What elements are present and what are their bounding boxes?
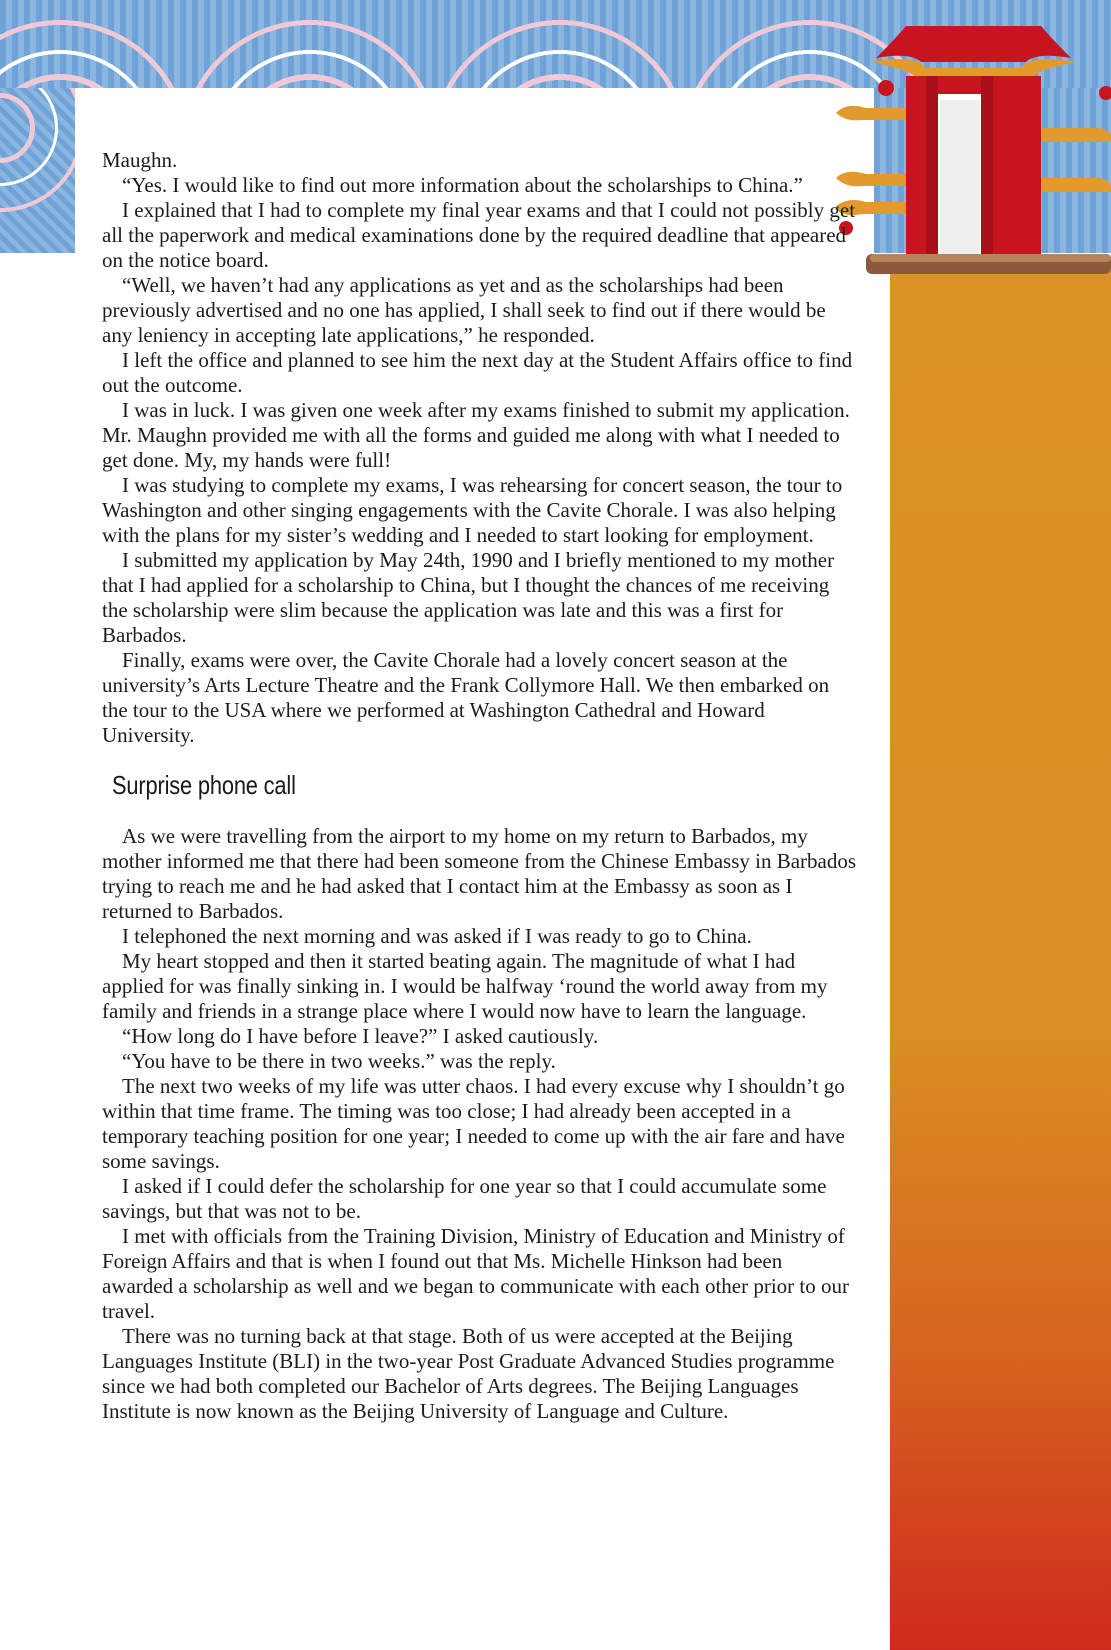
article-paragraph: I asked if I could defer the scholarship for one year so that I could accumulate some savings, but that was not to be. <box>102 1174 827 1223</box>
article-paragraph: I left the office and planned to see him the next day at the Student Affairs office to find out the outcome. <box>102 348 853 397</box>
article-paragraph: The next two weeks of my life was utter chaos. I had every excuse why I shouldn’t go within that time frame. The timing was too close; I had already been accepted in a temporary teaching position for one year; I needed to come up with the air fare and have some savings. <box>102 1074 845 1173</box>
article-paragraph: As we were travelling from the airport to my home on my return to Barbados, my mother informed me that there had been someone from the Chinese Embassy in Barbados trying to reach me and he had asked that I contact him at the Embassy as soon as I returned to Barbados. <box>102 824 857 923</box>
article-paragraph: I submitted my application by May 24th, 1990 and I briefly mentioned to my mother that I had applied for a scholarship to China, but I thought the chances of me receiving the scholarship were slim because the application was late and this was a first for Barbados. <box>102 548 835 647</box>
article-paragraph: “You have to be there in two weeks.” was the reply. <box>122 1049 556 1073</box>
article-paragraph: “How long do I have before I leave?” I asked cautiously. <box>122 1024 599 1048</box>
article-paragraph: There was no turning back at that stage. Both of us were accepted at the Beijing Languages Institute (BLI) in the two-year Post Graduate Advanced Studies programme since we had both completed our Bachelor of Arts degrees. The Beijing Languages Institute is now known as the Beijing University of Language and Culture. <box>102 1324 835 1423</box>
pagoda-illustration <box>836 18 1111 276</box>
article-paragraph: My heart stopped and then it started beating again. The magnitude of what I had applied for was finally sinking in. I would be halfway ‘round the world away from my family and friends in a strange place where I would now have to learn the language. <box>102 949 828 1023</box>
article-paragraph: I explained that I had to complete my final year exams and that I could not possibly get all the paperwork and medical examinations done by the required deadline that appeared on the notice board. <box>102 198 856 272</box>
article-paragraph: Maughn. <box>102 148 178 172</box>
article-paragraph: I was studying to complete my exams, I was rehearsing for concert season, the tour to Washington and other singing engagements with the Cavite Chorale. I was also helping with the plans for my sister’s wedding and I needed to start looking for employment. <box>102 473 843 547</box>
decorative-gradient-column <box>890 270 1111 1650</box>
decorative-pattern-left <box>0 88 75 253</box>
article-body <box>102 148 857 1424</box>
article-paragraph: I was in luck. I was given one week after my exams finished to submit my application. Mr. Maughn provided me with all the forms and guided me along with what I needed to get done. My, my hands were full! <box>102 398 850 472</box>
article-paragraph: Finally, exams were over, the Cavite Chorale had a lovely concert season at the university’s Arts Lecture Theatre and the Frank Collymore Hall. We then embarked on the tour to the USA where we performed at Washington Cathedral and Howard University. <box>102 648 830 747</box>
section-heading: Surprise phone call <box>112 770 296 800</box>
article-paragraph: I met with officials from the Training Division, Ministry of Education and Ministry of Foreign Affairs and that is when I found out that Ms. Michelle Hinkson had been awarded a scholarship as well and we began to communicate with each other prior to our travel. <box>102 1224 849 1323</box>
article-paragraph: I telephoned the next morning and was asked if I was ready to go to China. <box>122 924 752 948</box>
article-paragraph: “Yes. I would like to find out more information about the scholarships to China.” <box>122 173 803 197</box>
article-paragraph: “Well, we haven’t had any applications as yet and as the scholarships had been previously advertised and no one has applied, I shall seek to find out if there would be any leniency in accepting late applications,” he responded. <box>102 273 826 347</box>
